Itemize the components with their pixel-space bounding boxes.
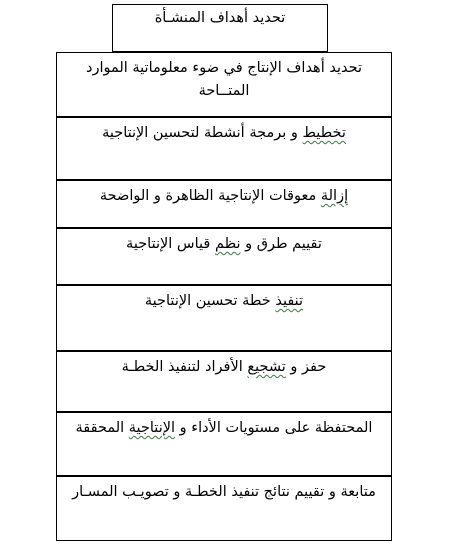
organization-goals-title: تحديد أهداف المنشـأة [154, 10, 286, 26]
step-row [56, 351, 392, 412]
step-label: تحديد أهداف الإنتاج في ضوء معلوماتية الموارد المتــاحة [85, 60, 362, 99]
step-label: متابعة و تقييم نتائج تنفيذ الخطـة و تصويـب المسـار [72, 484, 376, 500]
spelling-underline: تنفيذ [275, 293, 304, 309]
step-row [56, 228, 392, 285]
step-label: تقييم طرق و نظم قياس الإنتاجية [126, 236, 322, 252]
step-label: المحتفظة على مستويات الأداء و الإنتاجية المحققة [75, 420, 373, 436]
step-row [56, 412, 392, 476]
step-row [56, 52, 392, 117]
spelling-underline: إزالة [320, 188, 349, 204]
productivity-steps-table [56, 52, 392, 541]
spelling-underline: تشجيع [247, 359, 286, 375]
step-row [56, 285, 392, 351]
step-row [56, 476, 392, 541]
spelling-underline: تخطيط [302, 125, 346, 141]
organization-goals-box [112, 4, 328, 52]
step-row [56, 117, 392, 180]
step-label: حفز و تشجيع الأفراد لتنفيذ الخطـة [121, 359, 327, 375]
spelling-underline: نظم [214, 236, 241, 252]
step-row [56, 180, 392, 228]
step-label: تخطيط و برمجة أنشطة لتحسين الإنتاجية [102, 125, 346, 141]
step-label: إزالة معوقات الإنتاجية الظاهرة و الواضحة [99, 188, 349, 204]
spelling-underline: الإنتاجية [128, 420, 176, 436]
step-label: تنفيذ خطة تحسين الإنتاجية [144, 293, 304, 309]
